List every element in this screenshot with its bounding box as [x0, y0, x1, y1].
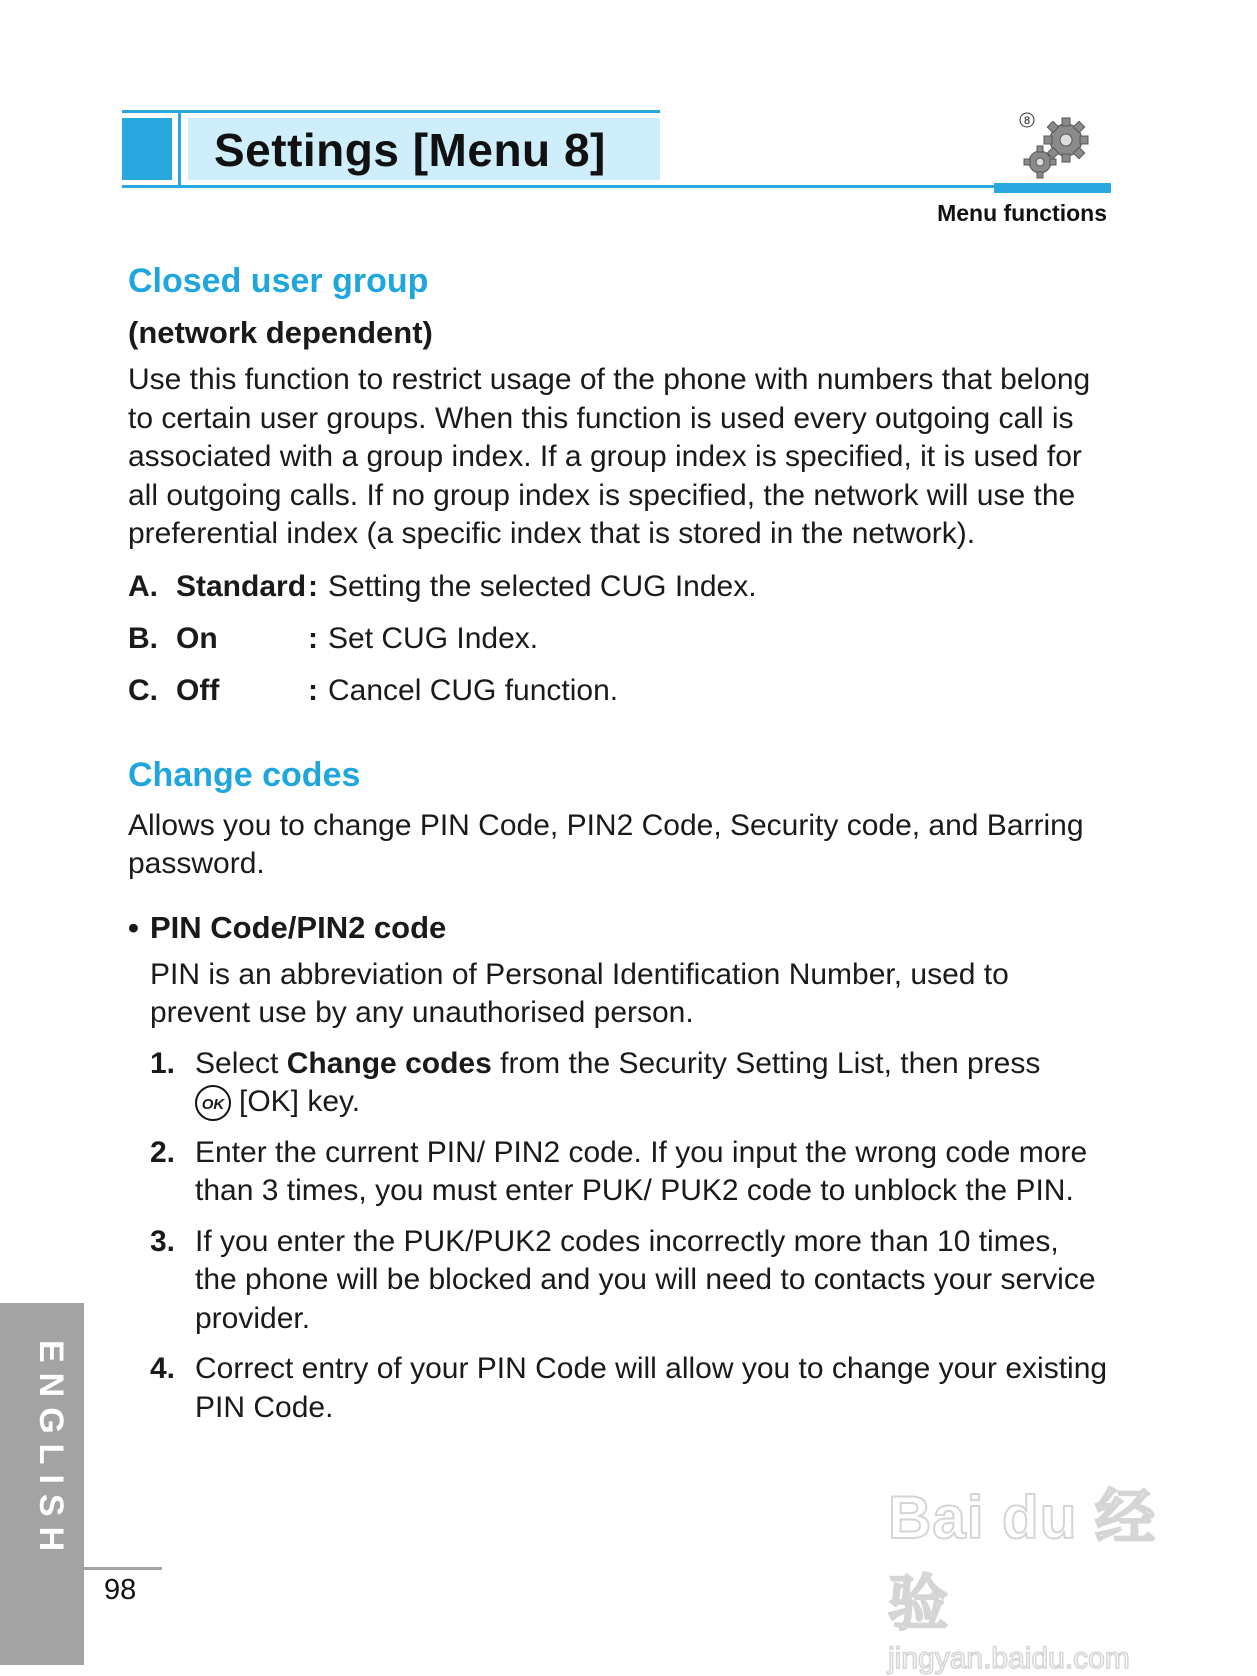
page-title: Settings [Menu 8]: [214, 124, 606, 176]
change-codes-body: Allows you to change PIN Code, PIN2 Code, Security code, and Barring password.: [128, 808, 1084, 880]
step-number: 2.: [150, 1135, 176, 1169]
main-content: [128, 262, 1108, 1427]
step-number: 1.: [150, 1046, 176, 1080]
closed-user-group-body: Use this function to restrict usage of the phone with numbers that belong to certain user groups. When this function is used every outgoing call is associated with a group index. If a group index is specified, it is used for all outgoing calls. If no group index is specified, the network will use the preferential index (a specific index that is stored in the network).: [128, 363, 1091, 550]
step-4: [128, 1350, 1108, 1427]
step-text: Enter the current PIN/ PIN2 code. If you input the wrong code more than 3 times, you must enter PUK/ PUK2 code to unblock the PIN.: [195, 1135, 1088, 1207]
option-desc: Setting the selected CUG Index.: [328, 569, 757, 603]
header-divider: [178, 113, 181, 185]
option-desc: Cancel CUG function.: [328, 673, 619, 707]
step-2: [128, 1134, 1108, 1211]
change-codes-heading: Change codes: [128, 755, 361, 794]
option-row-standard: [128, 568, 1108, 606]
step-text-pre: Select: [195, 1046, 287, 1080]
section-label: Menu functions: [937, 200, 1107, 226]
step-number: 4.: [150, 1352, 176, 1385]
step-number: 3.: [150, 1224, 176, 1258]
option-colon: :: [308, 569, 318, 603]
baidu-watermark: [888, 1470, 1188, 1675]
page-number-rule: [84, 1567, 162, 1570]
option-name: On: [176, 621, 218, 655]
step-text: Correct entry of your PIN Code will allow you to change your existing PIN Code.: [195, 1352, 1108, 1424]
header-top-rule: [122, 110, 660, 113]
ok-key-icon: OK: [195, 1085, 231, 1121]
option-row-off: [128, 672, 1108, 710]
option-letter: C.: [128, 673, 158, 707]
pin-code-subheading: [128, 910, 1108, 946]
pin-code-subheading-text: PIN Code/PIN2 code: [150, 909, 447, 945]
option-desc: Set CUG Index.: [328, 621, 539, 655]
option-row-on: [128, 620, 1108, 658]
step-text-bold: Change codes: [286, 1046, 492, 1080]
language-label: ENGLISH: [32, 1340, 70, 1562]
step-text: [195, 1045, 1108, 1122]
header-accent-square: [122, 118, 172, 180]
step-text: If you enter the PUK/PUK2 codes incorrectly more than 10 times, the phone will be blocked and you will need to contacts your service provider.: [195, 1224, 1096, 1335]
network-dependent-subheading: (network dependent): [128, 315, 433, 350]
pin-code-body: PIN is an abbreviation of Personal Identification Number, used to prevent use by any unauthorised person.: [150, 957, 1009, 1029]
option-colon: :: [308, 673, 318, 707]
menu-badge: 8: [1023, 115, 1031, 127]
step-3: [128, 1223, 1108, 1339]
step-1: [128, 1045, 1108, 1122]
watermark-url: jingyan.baidu.com: [888, 1642, 1130, 1675]
option-letter: A.: [128, 569, 158, 603]
option-name: Off: [176, 673, 220, 707]
option-letter: B.: [128, 621, 158, 655]
watermark-logo: Bai du 经验: [888, 1484, 1157, 1637]
bullet: •: [128, 909, 139, 945]
header-bottom-rule: [122, 185, 994, 188]
option-colon: :: [308, 621, 318, 655]
header-right-bar: [994, 183, 1111, 193]
step-text-post: from the Security Setting List, then press: [491, 1046, 1041, 1080]
step-text-key: [OK] key.: [239, 1085, 361, 1118]
option-name: Standard: [176, 569, 307, 603]
closed-user-group-heading: Closed user group: [128, 262, 429, 300]
gears-icon: [1018, 112, 1098, 182]
page-number: 98: [104, 1574, 137, 1606]
